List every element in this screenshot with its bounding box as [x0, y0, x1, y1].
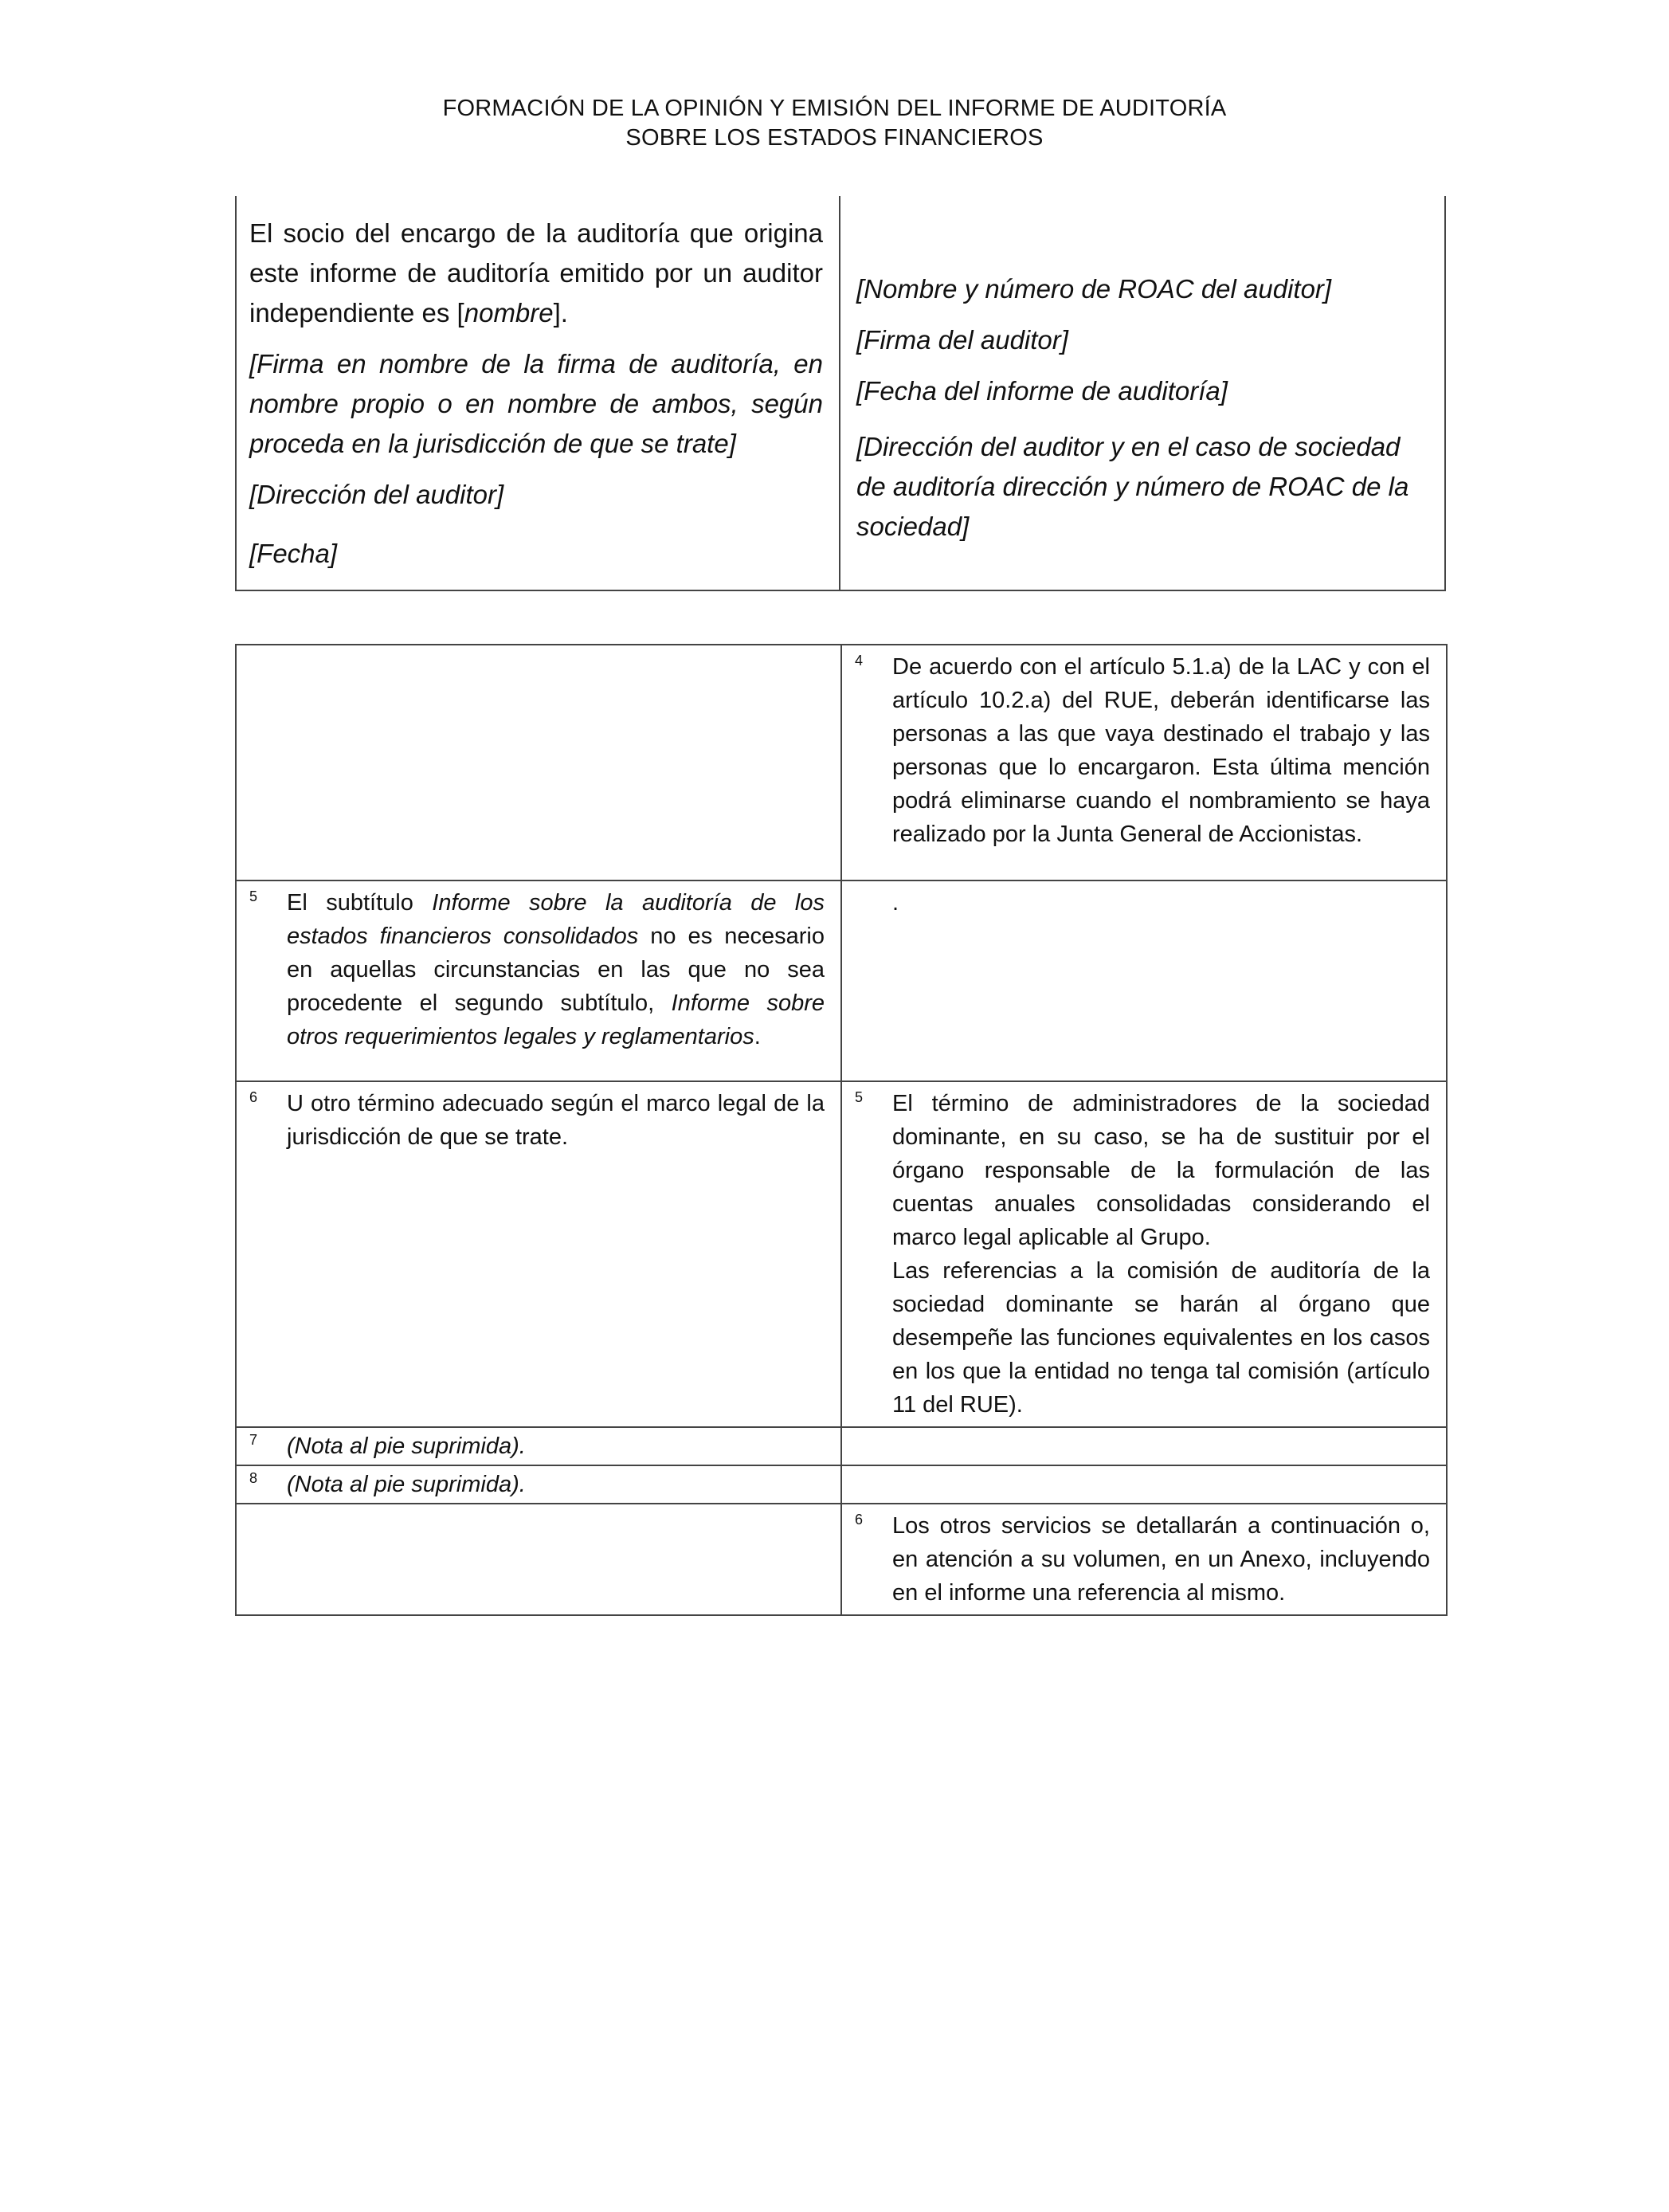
- footnote-number: 5: [855, 1089, 864, 1105]
- footnote-text: .: [892, 890, 899, 916]
- auditor-address-placeholder: [249, 475, 823, 515]
- footnote-italic-title: Informe sobre otros requerimientos legales y reglamentarios: [287, 990, 825, 1049]
- firm-signature-placeholder: [249, 344, 823, 464]
- table-cell: [236, 1465, 841, 1504]
- footnote-8-suppressed: [249, 1468, 825, 1501]
- footnote-text: [287, 1430, 825, 1463]
- firm-signature-text: [Firma en nombre de la firma de auditoría, en nombre propio o en nombre de ambos, según proceda en la jurisdicción de que se trate]: [249, 349, 823, 458]
- table-row: [236, 1465, 1447, 1504]
- date-text: [Fecha]: [249, 539, 338, 568]
- footnote-5-subtitle: [249, 886, 825, 1053]
- table-cell: [841, 645, 1447, 880]
- table-row: [236, 1427, 1447, 1465]
- footnote-6-other-term: [249, 1087, 825, 1154]
- footnote-5-administrators: [855, 1087, 1430, 1422]
- table-cell: [841, 880, 1447, 1081]
- footnote-text-part: no es necesario en aquellas circunstancias en las que no sea procedente el segundo subtítulo,: [287, 924, 825, 1016]
- table-cell: [841, 1427, 1447, 1465]
- footnote-number: 7: [249, 1432, 258, 1448]
- footnotes-table: [235, 644, 1448, 1616]
- table-cell: [841, 1465, 1447, 1504]
- auditor-name-roac-text: [Nombre y número de ROAC del auditor]: [856, 274, 1332, 304]
- date-placeholder: [249, 534, 823, 574]
- report-date-text: [Fecha del informe de auditoría]: [856, 376, 1228, 406]
- partner-statement-end: ].: [553, 298, 568, 327]
- footnote-text: [892, 1087, 1430, 1422]
- auditor-address-roac-text: [Dirección del auditor y en el caso de sociedad de auditoría dirección y número de ROAC de la sociedad]: [856, 432, 1409, 541]
- footnote-text: De acuerdo con el artículo 5.1.a) de la LAC y con el artículo 10.2.a) del RUE, deberán identificarse las personas a las que vaya destinado el trabajo y las personas que lo encargaron. Esta última mención podrá eliminarse cuando el nombramiento se haya realizado por la Junta General de Accionistas.: [892, 654, 1430, 847]
- report-date: [856, 371, 1430, 411]
- footnote-text-part: El subtítulo: [287, 890, 433, 916]
- footnote-text: [287, 886, 825, 1053]
- table-border-middle: [839, 196, 840, 590]
- auditor-name-roac: [856, 269, 1430, 309]
- header-line-1: FORMACIÓN DE LA OPINIÓN Y EMISIÓN DEL INFORME DE AUDITORÍA: [442, 96, 1227, 121]
- auditor-address-text: [Dirección del auditor]: [249, 480, 504, 509]
- partner-statement-text: El socio del encargo de la auditoría que origina este informe de auditoría emitido por un auditor independiente es [: [249, 218, 823, 327]
- signature-table: [235, 196, 1446, 591]
- signature-right-column: [856, 269, 1430, 547]
- footnote-6-other-services: [855, 1509, 1430, 1610]
- partner-name-placeholder: nombre: [464, 298, 554, 327]
- footnote-4-addressees: [855, 650, 1430, 851]
- footnote-italic-text: (Nota al pie suprimida).: [287, 1433, 526, 1459]
- footnote-number: 5: [249, 888, 258, 904]
- table-cell: [236, 880, 841, 1081]
- table-cell: [236, 645, 841, 880]
- table-row: [236, 1504, 1447, 1615]
- footnote-number: 6: [855, 1512, 864, 1528]
- auditor-signature-text: [Firma del auditor]: [856, 325, 1068, 355]
- footnote-text-part: .: [754, 1024, 761, 1049]
- signature-left-column: [249, 214, 823, 574]
- auditor-signature: [856, 320, 1430, 360]
- footnote-text: [287, 1468, 825, 1501]
- footnote-paragraph: El término de administradores de la sociedad dominante, en su caso, se ha de sustituir por el órgano responsable de la formulación de las cuentas anuales consolidadas considerando el marco legal aplicable al Grupo.: [892, 1091, 1430, 1250]
- footnote-italic-text: (Nota al pie suprimida).: [287, 1472, 526, 1497]
- table-cell: [236, 1504, 841, 1615]
- table-cell: [236, 1081, 841, 1427]
- table-row: [236, 880, 1447, 1081]
- footnote-number: 6: [249, 1089, 258, 1105]
- table-cell: [841, 1504, 1447, 1615]
- table-row: [236, 1081, 1447, 1427]
- footnote-7-suppressed: [249, 1430, 825, 1463]
- header-line-2: SOBRE LOS ESTADOS FINANCIEROS: [625, 125, 1044, 151]
- partner-statement: [249, 214, 823, 333]
- footnote-text: U otro término adecuado según el marco legal de la jurisdicción de que se trate.: [287, 1091, 825, 1150]
- footnote-paragraph: Las referencias a la comisión de auditoría de la sociedad dominante se harán al órgano que desempeñe las funciones equivalentes en los casos en los que la entidad no tenga tal comisión (artículo 11 del RUE).: [892, 1258, 1430, 1418]
- footnote-number: 4: [855, 653, 864, 669]
- footnote-dot: [855, 886, 1430, 920]
- footnote-text: Los otros servicios se detallarán a continuación o, en atención a su volumen, en un Anexo, incluyendo en el informe una referencia al mismo.: [892, 1513, 1430, 1606]
- auditor-address-roac: [856, 427, 1430, 547]
- table-cell: [236, 1427, 841, 1465]
- table-border-left: [235, 196, 237, 590]
- footnote-italic-title: Informe sobre la auditoría de los estados financieros consolidados: [287, 890, 825, 949]
- footnote-number-empty: [855, 886, 892, 920]
- table-cell: [841, 1081, 1447, 1427]
- page-header: [0, 94, 1669, 153]
- table-border-right: [1444, 196, 1446, 590]
- footnote-number: 8: [249, 1470, 258, 1486]
- table-row: [236, 645, 1447, 880]
